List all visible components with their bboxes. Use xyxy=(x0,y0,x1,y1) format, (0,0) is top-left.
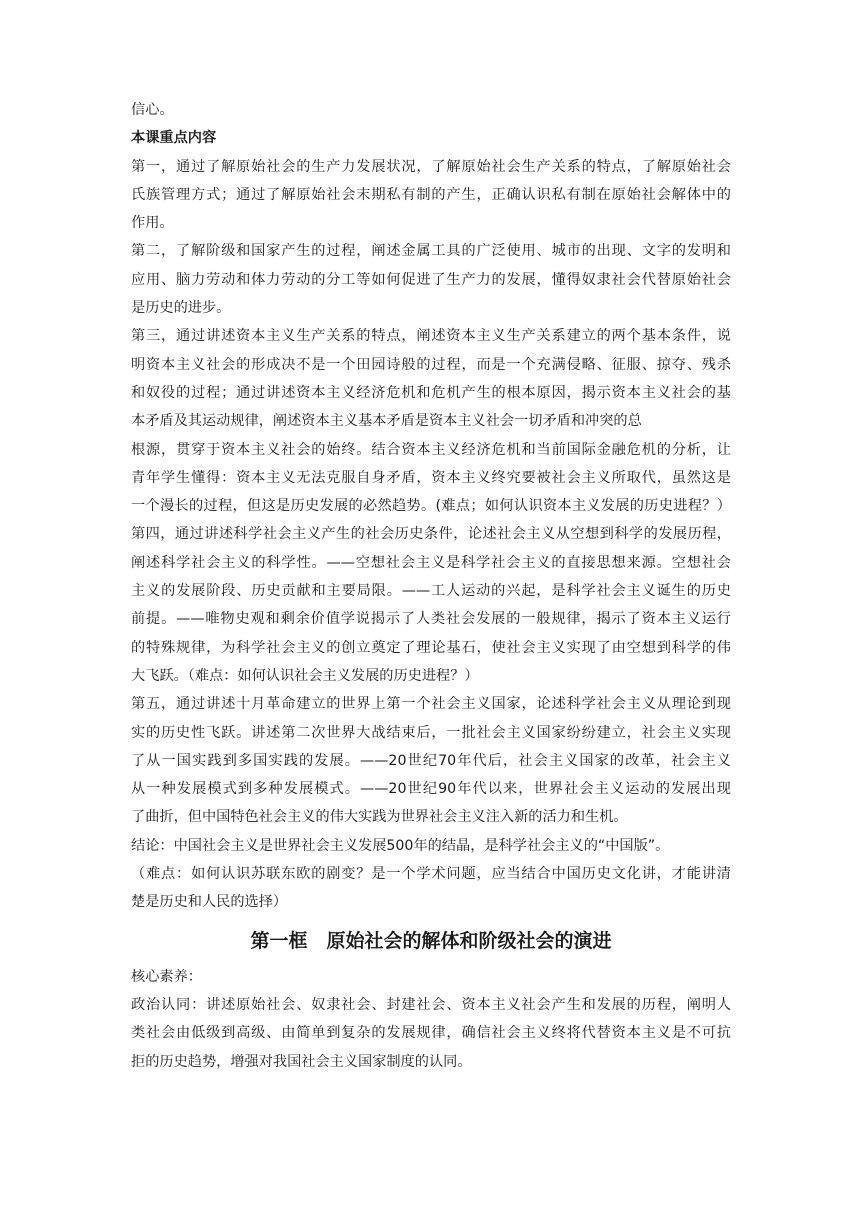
paragraph-line: 拒的历史趋势，增强对我国社会主义国家制度的认同。 xyxy=(131,1053,472,1070)
paragraph-line: 青年学生懂得：资本主义无法克服自身矛盾，资本主义终究要被社会主义所取代，虽然这是 xyxy=(131,469,731,486)
lesson-key-content-section xyxy=(131,96,731,917)
paragraph-line: 核心素养： xyxy=(131,968,202,985)
paragraph-line: 了从一国实践到多国实践的发展。——20世纪70年代后，社会主义国家的改革，社会主义 xyxy=(131,752,731,769)
paragraph-line: 第四，通过讲述科学社会主义产生的社会历史条件，论述社会主义从空想到科学的发展历程， xyxy=(131,526,731,543)
paragraph-line: 氏族管理方式；通过了解原始社会末期私有制的产生，正确认识私有制在原始社会解体中的 xyxy=(131,186,731,203)
paragraph-line: 明资本主义社会的形成决不是一个田园诗般的过程，而是一个充满侵略、征服、掠夺、残杀 xyxy=(131,356,731,373)
paragraph-line: 第二，了解阶级和国家产生的过程，阐述金属工具的广泛使用、城市的出现、文字的发明和 xyxy=(131,243,731,260)
paragraph-line: 第一，通过了解原始社会的生产力发展状况，了解原始社会生产关系的特点，了解原始社会 xyxy=(131,158,731,175)
paragraph-line: 作用。 xyxy=(131,215,174,232)
paragraph-line: 类社会由低级到高级、由简单到复杂的发展规律，确信社会主义终将代替资本主义是不可抗 xyxy=(131,1025,731,1042)
document-page xyxy=(131,96,731,1076)
paragraph-line: 信心。 xyxy=(131,102,174,118)
paragraph-line: 了曲折，但中国特色社会主义的伟大实践为世界社会主义注入新的活力和生机。 xyxy=(131,809,628,826)
paragraph-line: 一个漫长的过程，但这是历史发展的必然趋势。(难点；如何认识资本主义发展的历史进程？） xyxy=(131,498,731,515)
paragraph-line: 阐述科学社会主义的科学性。——空想社会主义是科学社会主义的直接思想来源。空想社会 xyxy=(131,554,731,571)
paragraph-line: 和奴役的过程；通过讲述资本主义经济危机和危机产生的根本原因，揭示资本主义社会的基 xyxy=(131,384,731,401)
paragraph-line: 应用、脑力劳动和体力劳动的分工等如何促进了生产力的发展，懂得奴隶社会代替原始社会 xyxy=(131,271,731,288)
section-subheading: 本课重点内容 xyxy=(131,130,217,147)
paragraph-line: 实的历史性飞跃。讲述第二次世界大战结束后，一批社会主义国家纷纷建立，社会主义实现 xyxy=(131,724,731,741)
section-heading: 第一框 原始社会的解体和阶级社会的演进 xyxy=(250,929,612,952)
paragraph-line: 大飞跃。（难点：如何认识社会主义发展的历史进程？） xyxy=(131,667,479,684)
paragraph-line: 前提。——唯物史观和剩余价值学说揭示了人类社会发展的一般规律，揭示了资本主义运行 xyxy=(131,611,731,628)
core-literacy-section xyxy=(131,963,731,1076)
paragraph-line: 本矛盾及其运动规律，阐述资本主义基本矛盾是资本主义社会一切矛盾和冲突的总 xyxy=(131,413,642,430)
paragraph-line: 是历史的进步。 xyxy=(131,300,231,317)
paragraph-line: 根源，贯穿于资本主义社会的始终。结合资本主义经济危机和当前国际金融危机的分析，让 xyxy=(131,441,731,458)
paragraph-line: 结论：中国社会主义是世界社会主义发展500年的结晶，是科学社会主义的“中国版”。 xyxy=(131,837,670,854)
paragraph-line: 第五，通过讲述十月革命建立的世界上第一个社会主义国家，论述科学社会主义从理论到现 xyxy=(131,696,731,713)
paragraph-line: 从一种发展模式到多种发展模式。——20世纪90年代以来，世界社会主义运动的发展出现 xyxy=(131,781,731,798)
paragraph-line: 楚是历史和人民的选择） xyxy=(131,894,288,911)
paragraph-line: 的特殊规律，为科学社会主义的创立奠定了理论基石，使社会主义实现了由空想到科学的伟 xyxy=(131,639,731,656)
paragraph-line: 政治认同：讲述原始社会、奴隶社会、封建社会、资本主义社会产生和发展的历程，阐明人 xyxy=(131,996,731,1013)
paragraph-line: 第三，通过讲述资本主义生产关系的特点，阐述资本主义生产关系建立的两个基本条件，说 xyxy=(131,328,731,345)
paragraph-line: （难点：如何认识苏联东欧的剧变？是一个学术问题，应当结合中国历史文化讲，才能讲清 xyxy=(131,866,731,883)
paragraph-line: 主义的发展阶段、历史贡献和主要局限。——工人运动的兴起，是科学社会主义诞生的历史 xyxy=(131,583,731,600)
